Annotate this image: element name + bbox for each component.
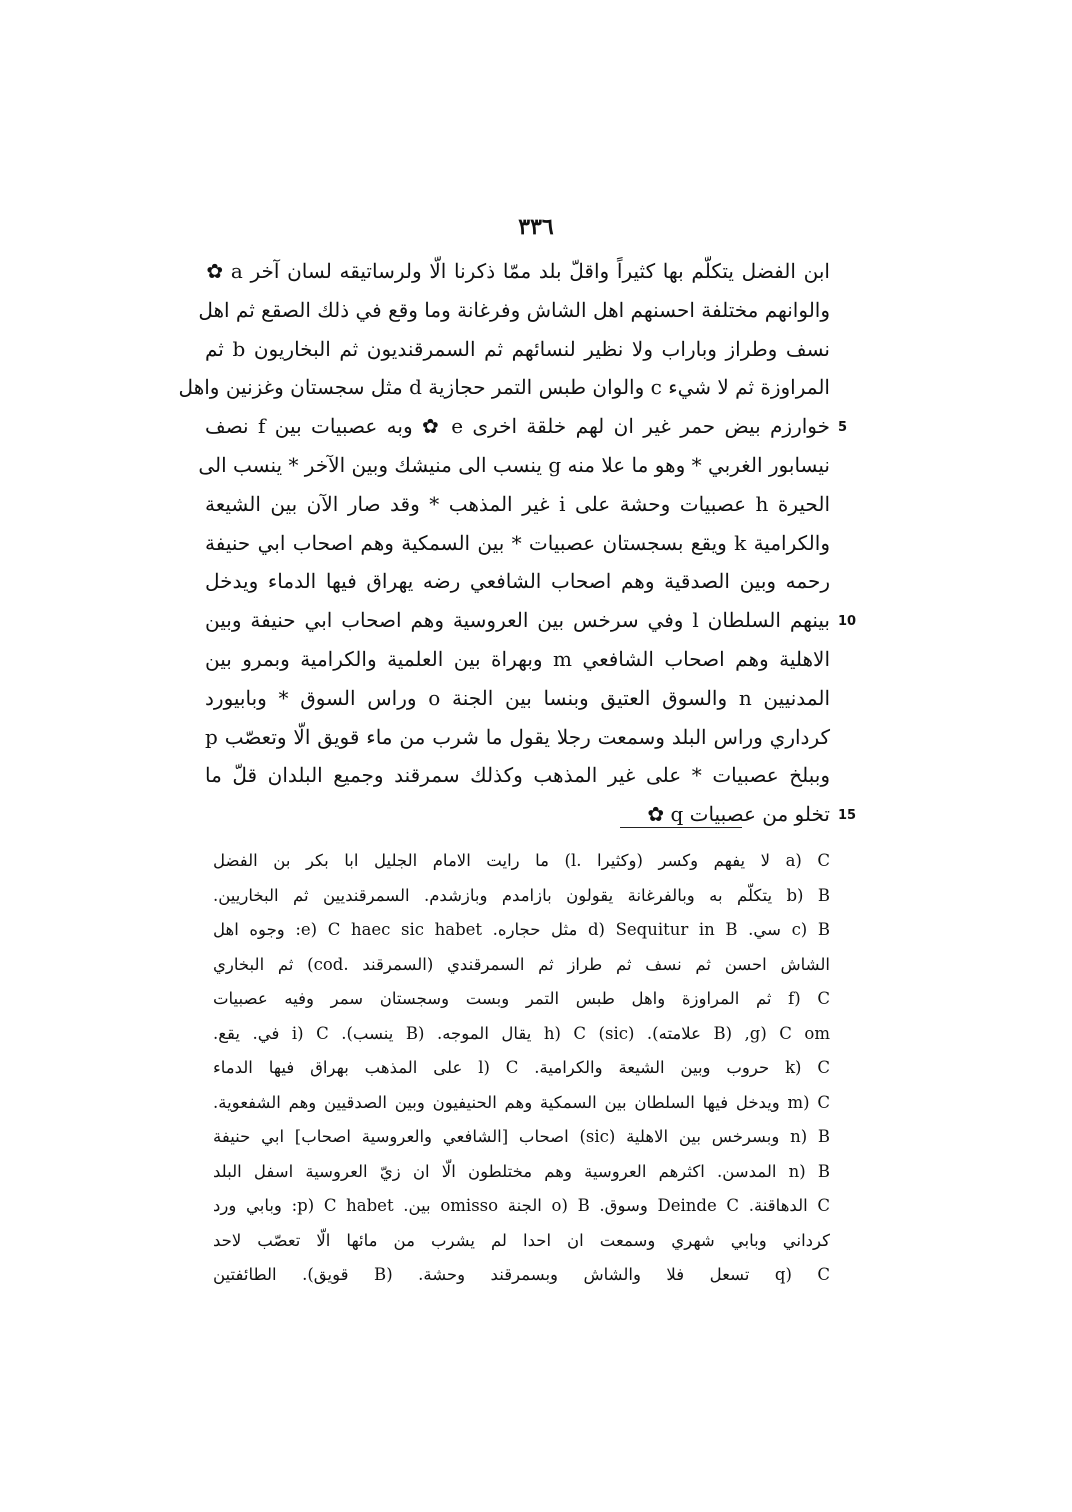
footnotes-block <box>213 844 830 1293</box>
main-line: المدنيين n والسوق العتيق وبنسا بين الجنة o وراس السوق * وبابيورد <box>205 685 831 710</box>
main-line: نيسابور الغربي * وهو ما علا منه g ينسب الى منيشك وبين الآخر * ينسب الى <box>198 452 830 477</box>
main-line: بينهم السلطان l وفي سرخس بين العروسية وهم اصحاب ابي حنيفة وبين <box>205 608 830 633</box>
footnote-line: q) C تسعل فلا والشاش وبسمرقند وحشة. (B قويق). الطائفتين <box>213 1265 830 1284</box>
main-line: الحيرة h عصبيات وحشة على i غير المذهب * وقد صار الآن بين الشيعة <box>205 491 830 516</box>
footnote-line: n) B وبسرخس بين الاهلية (sic) اصحاب [الشافعي والعروسية اصحاب] ابي حنيفة <box>213 1127 830 1146</box>
line-number-5: 5 <box>838 420 848 435</box>
main-line: خوارزم بيض حمر غير ان لهم خلقة اخرى e ✿ وبه عصبيات بين f نصف <box>205 414 830 439</box>
main-text-block <box>178 252 831 834</box>
main-line: نسف وطراز وباراب ولا نظير لنسائهم ثم السمرقنديون ثم البخاريون b ثم <box>205 336 830 361</box>
footnote-line: g) C om, (B علامته). h) C (sic) يقال الموجه. (B ينسب). i) C في. يقع. <box>213 1023 830 1043</box>
main-line: ابن الفضل يتكلّم بها كثيراً واقلّ بلد ممّا ذكرنا الّا ولرساتيقه لسان آخر a ✿ <box>205 259 830 283</box>
line-number-15: 15 <box>838 808 857 823</box>
line-number-10: 10 <box>838 614 857 629</box>
footnote-line: k) C حروب وبين الشيعة والكرامية. l) C على المذهب بهراق فيها الدماء <box>213 1058 830 1077</box>
main-line: والوانهم مختلفة احسنهم اهل الشاش وفرغانة وما وقع في ذلك الصقع ثم اهل <box>198 297 830 322</box>
footnote-line: b) B يتكلّم به وبالفرغانة يقولون بازامدم وبازشدم. السمرقنديين ثم البخاريين. <box>213 885 830 905</box>
footnote-line: f) C ثم المراوزة واهل طبس التمر وبست وسجستان سمر وفيه عصبيات <box>213 989 830 1008</box>
footnote-line: C الدهاقنة. Deinde C وسوق. o) B الجنة omisso بين. p) C habet: وبابي ورد <box>213 1196 830 1215</box>
main-line: الاهلية وهم اصحاب الشافعي m وبهراة بين العلمية والكرامية وبمرو بين <box>205 646 831 671</box>
footnote-line: m) C ويدخل فيها السلطان بين السمكية وهم الحنيفيون وبين الصدقيين وهم الشفعوية. <box>213 1092 830 1112</box>
main-line: المراوزة ثم لا شيء c والوان طبس التمر حجازية d مثل سجستان وغزنين واهل <box>178 375 830 400</box>
main-line: والكرامية k ويقع بسجستان عصبيات * بين السمكية وهم اصحاب ابي حنيفة <box>205 530 830 555</box>
footnote-line: c) B سي. d) Sequitur in B مثل حجاره. e) C haec sic habet: وجوه اهل <box>213 920 830 939</box>
main-line: تخلو من عصبيات q ✿ <box>647 802 830 827</box>
main-line: وببلخ عصبيات * على غير المذهب وكذلك سمرقند وجميع البلدان قلّ ما <box>205 763 830 788</box>
footnote-line: a) C لا يفهم وكسر (وكثيرا .l) ما رايت الامام الجليل ابا بكر بن الفضل <box>213 851 830 870</box>
page-number: ٣٣٦ <box>518 214 554 240</box>
footnote-line: n) B المدسن. اكثرهم العروسية وهم مختلطون الّا ان زيّ العروسية اسفل البلد <box>213 1161 831 1181</box>
footnote-line: كرداني وبابي شهري وسمعت ان احدا لم يشرب من مائها الّا تعصّب لاحد <box>213 1230 830 1250</box>
footnote-divider <box>620 827 742 828</box>
main-line: رحمه وبين الصدقية وهم اصحاب الشافعي رضه يهراق فيها الدماء ويدخل <box>205 569 830 594</box>
footnote-line: الشاش احسن ثم نسف ثم طراز ثم السمرقندي (السمرقند .cod) ثم البخاري <box>213 954 830 974</box>
main-line: كرداري وراس البلد وسمعت رجلا يقول ما شرب من ماء قويق الّا وتعصّب p <box>205 724 830 749</box>
